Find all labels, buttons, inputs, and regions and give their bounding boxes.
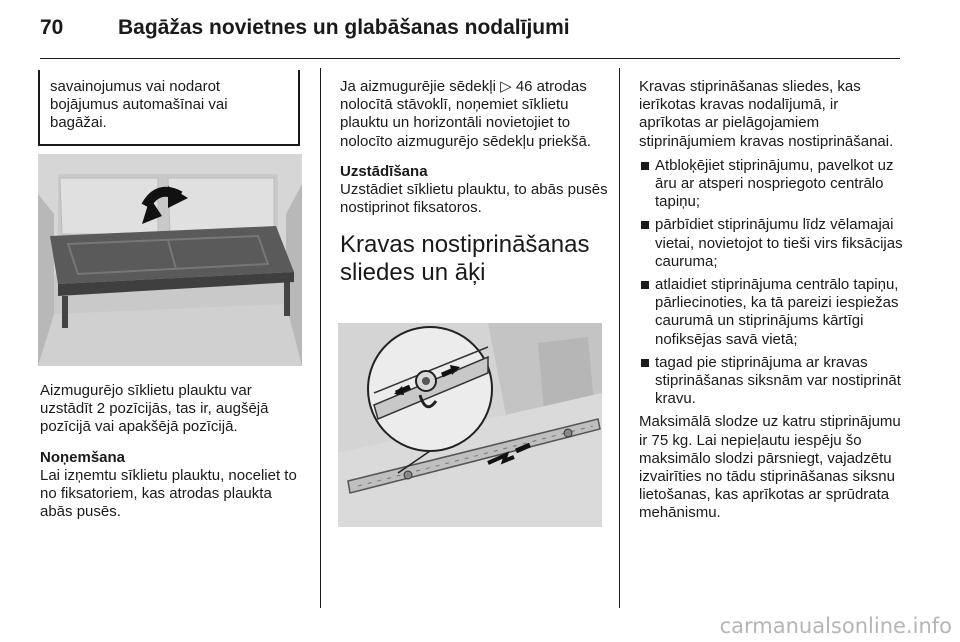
header-rule (40, 58, 900, 59)
column-divider (320, 68, 321, 608)
list-item (639, 157, 903, 212)
step-text: pārbīdiet stiprinājumu līdz vēlamajai vietai, novietojot to tieši virs fiksācijas cauruma; (655, 216, 903, 270)
page-number: 70 (40, 16, 64, 39)
list-item (639, 276, 903, 349)
column-1-body (40, 382, 306, 533)
bullet-icon (641, 281, 649, 289)
page-header (40, 14, 900, 54)
column-3-body (639, 78, 903, 535)
column-divider (619, 68, 620, 608)
warning-box-continued (38, 70, 300, 146)
shelf-positions-paragraph: Aizmugurējo sīklietu plauktu var uzstādīt 2 pozīcijās, tas ir, augšējā pozīcijā vai apakšējā pozīcijā. (40, 382, 269, 436)
folded-seats-text-a: Ja aizmugurējie sēdekļi (340, 78, 496, 95)
install-paragraph: Uzstādiet sīklietu plauktu, to abās pusēs nostiprinot fiksatoros. (340, 181, 608, 217)
list-item (639, 354, 903, 409)
bullet-icon (641, 359, 649, 367)
section-heading: Kravas nostiprināšanas sliedes un āķi (340, 231, 590, 287)
list-item (639, 216, 903, 271)
figure-lashing-rails (338, 323, 602, 527)
figure-luggage-shelf (38, 154, 302, 366)
step-text: Atbloķējiet stiprinājumu, pavelkot uz āru ar atsperi nospriegoto centrālo tapiņu; (655, 156, 894, 211)
max-load-paragraph: Maksimālā slodze uz katru stiprinājumu ir 75 kg. Lai nepieļautu iespēju šo maksimālo slodzi pārsniegt, vajadzētu izvairīties no tādu stiprināšanas siksnu lietošanas, kas aprīkotas ar sprūdrata mehānismu. (639, 413, 901, 522)
removal-heading: Noņemšana (40, 448, 126, 466)
bullet-icon (641, 162, 649, 170)
steps-list (639, 157, 903, 409)
column-2-body (340, 78, 608, 287)
page-title: Bagāžas novietnes un glabāšanas nodalījumi (118, 16, 570, 39)
folded-seats-paragraph (340, 78, 608, 151)
bullet-icon (641, 221, 649, 229)
arrow-reference-icon: ▷ (500, 78, 512, 95)
step-text: tagad pie stiprinājuma ar kravas stiprināšanas siksnām var nostiprināt kravu. (655, 353, 901, 408)
step-text: atlaidiet stiprinājuma centrālo tapiņu, pārliecinoties, ka tā pareizi iespiežas caurumā un stiprinājums kārtīgi nofiksējas savā vietā; (655, 276, 899, 348)
warning-text: savainojumus vai nodarot bojājumus automašīnai vai bagāžai. (50, 78, 228, 132)
folded-seats-text-b: 46 atrodas nolocītā stāvoklī, noņemiet sīklietu plauktu un horizontāli novietojiet to nolocīto aizmugurējo sēdekļu priekšā. (340, 78, 591, 150)
removal-paragraph: Lai izņemtu sīklietu plauktu, noceliet to no fiksatoriem, kas atrodas plaukta abās pusēs. (40, 466, 297, 521)
rails-intro-paragraph: Kravas stiprināšanas sliedes, kas ierīkotas kravas nodalījumā, ir aprīkotas ar pielāgojamiem stiprinājumiem kravas nostiprināšanai. (639, 78, 894, 150)
install-heading: Uzstādīšana (340, 162, 428, 180)
watermark: carmanualsonline.info (719, 614, 952, 638)
